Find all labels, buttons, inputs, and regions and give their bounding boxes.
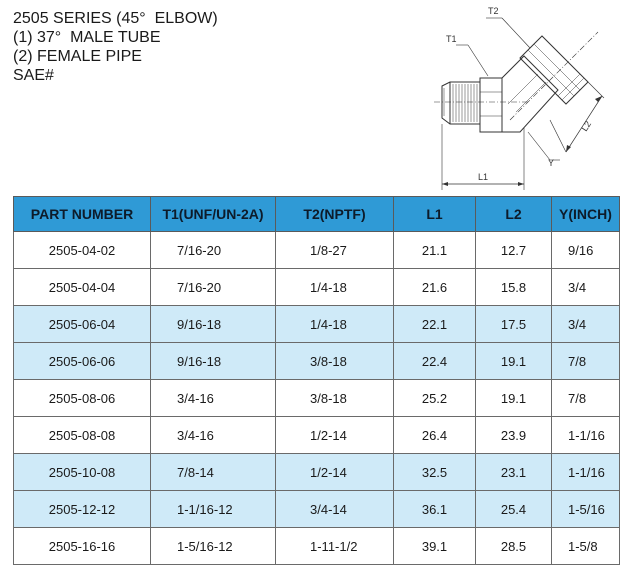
end-1-description: (1) 37° MALE TUBE <box>13 29 161 46</box>
cell-t2: 3/8-18 <box>276 343 394 380</box>
elbow-fitting-drawing <box>420 0 620 192</box>
cell-t2: 1/4-18 <box>276 306 394 343</box>
column-header-t1: T1(UNF/UN-2A) <box>151 197 276 232</box>
cell-l2: 23.1 <box>476 454 552 491</box>
column-header-l2: L2 <box>476 197 552 232</box>
table-row <box>14 454 620 491</box>
table-row <box>14 491 620 528</box>
label-y: Y <box>548 158 555 168</box>
table-row <box>14 417 620 454</box>
end-2-description: (2) FEMALE PIPE <box>13 48 142 65</box>
label-l1: L1 <box>478 172 489 182</box>
cell-t2: 1/2-14 <box>276 454 394 491</box>
cell-y: 7/8 <box>552 343 620 380</box>
column-header-y: Y(INCH) <box>552 197 620 232</box>
cell-y: 1-1/16 <box>552 417 620 454</box>
cell-l2: 15.8 <box>476 269 552 306</box>
cell-t1: 1-1/16-12 <box>151 491 276 528</box>
cell-t2: 3/4-14 <box>276 491 394 528</box>
cell-y: 9/16 <box>552 232 620 269</box>
specification-table <box>13 196 620 565</box>
cell-y: 1-5/8 <box>552 528 620 565</box>
cell-y: 1-5/16 <box>552 491 620 528</box>
column-header-l1: L1 <box>394 197 476 232</box>
cell-l2: 19.1 <box>476 343 552 380</box>
cell-part-number: 2505-06-04 <box>14 306 151 343</box>
cell-l2: 19.1 <box>476 380 552 417</box>
column-header-t2: T2(NPTF) <box>276 197 394 232</box>
cell-part-number: 2505-12-12 <box>14 491 151 528</box>
cell-t2: 1/4-18 <box>276 269 394 306</box>
cell-t1: 9/16-18 <box>151 343 276 380</box>
label-t2: T2 <box>488 6 499 16</box>
cell-part-number: 2505-16-16 <box>14 528 151 565</box>
table-row <box>14 380 620 417</box>
column-header-part-number: PART NUMBER <box>14 197 151 232</box>
cell-t2: 1/8-27 <box>276 232 394 269</box>
cell-t2: 3/8-18 <box>276 380 394 417</box>
cell-part-number: 2505-08-06 <box>14 380 151 417</box>
series-title: 2505 SERIES (45° ELBOW) <box>13 10 218 27</box>
cell-part-number: 2505-08-08 <box>14 417 151 454</box>
cell-l2: 28.5 <box>476 528 552 565</box>
table-row <box>14 232 620 269</box>
cell-t1: 7/16-20 <box>151 232 276 269</box>
cell-l1: 25.2 <box>394 380 476 417</box>
cell-l1: 21.1 <box>394 232 476 269</box>
cell-part-number: 2505-10-08 <box>14 454 151 491</box>
label-t1: T1 <box>446 34 457 44</box>
cell-part-number: 2505-04-04 <box>14 269 151 306</box>
table-row <box>14 269 620 306</box>
cell-l2: 25.4 <box>476 491 552 528</box>
cell-l2: 17.5 <box>476 306 552 343</box>
cell-l1: 21.6 <box>394 269 476 306</box>
cell-y: 3/4 <box>552 306 620 343</box>
cell-l1: 22.1 <box>394 306 476 343</box>
cell-y: 3/4 <box>552 269 620 306</box>
cell-l2: 23.9 <box>476 417 552 454</box>
cell-t2: 1-11-1/2 <box>276 528 394 565</box>
cell-t1: 7/16-20 <box>151 269 276 306</box>
cell-t1: 1-5/16-12 <box>151 528 276 565</box>
label-l2: L2 <box>579 119 594 134</box>
cell-t1: 3/4-16 <box>151 380 276 417</box>
standard-label: SAE# <box>13 67 54 84</box>
cell-part-number: 2505-06-06 <box>14 343 151 380</box>
cell-l1: 39.1 <box>394 528 476 565</box>
cell-l1: 32.5 <box>394 454 476 491</box>
cell-l1: 22.4 <box>394 343 476 380</box>
cell-t1: 7/8-14 <box>151 454 276 491</box>
table-row <box>14 306 620 343</box>
cell-l1: 36.1 <box>394 491 476 528</box>
cell-part-number: 2505-04-02 <box>14 232 151 269</box>
cell-l2: 12.7 <box>476 232 552 269</box>
cell-t1: 9/16-18 <box>151 306 276 343</box>
table-row <box>14 343 620 380</box>
cell-t1: 3/4-16 <box>151 417 276 454</box>
cell-y: 7/8 <box>552 380 620 417</box>
table-header-row <box>14 197 620 232</box>
cell-t2: 1/2-14 <box>276 417 394 454</box>
cell-l1: 26.4 <box>394 417 476 454</box>
cell-y: 1-1/16 <box>552 454 620 491</box>
title-block <box>13 9 218 85</box>
table-row <box>14 528 620 565</box>
